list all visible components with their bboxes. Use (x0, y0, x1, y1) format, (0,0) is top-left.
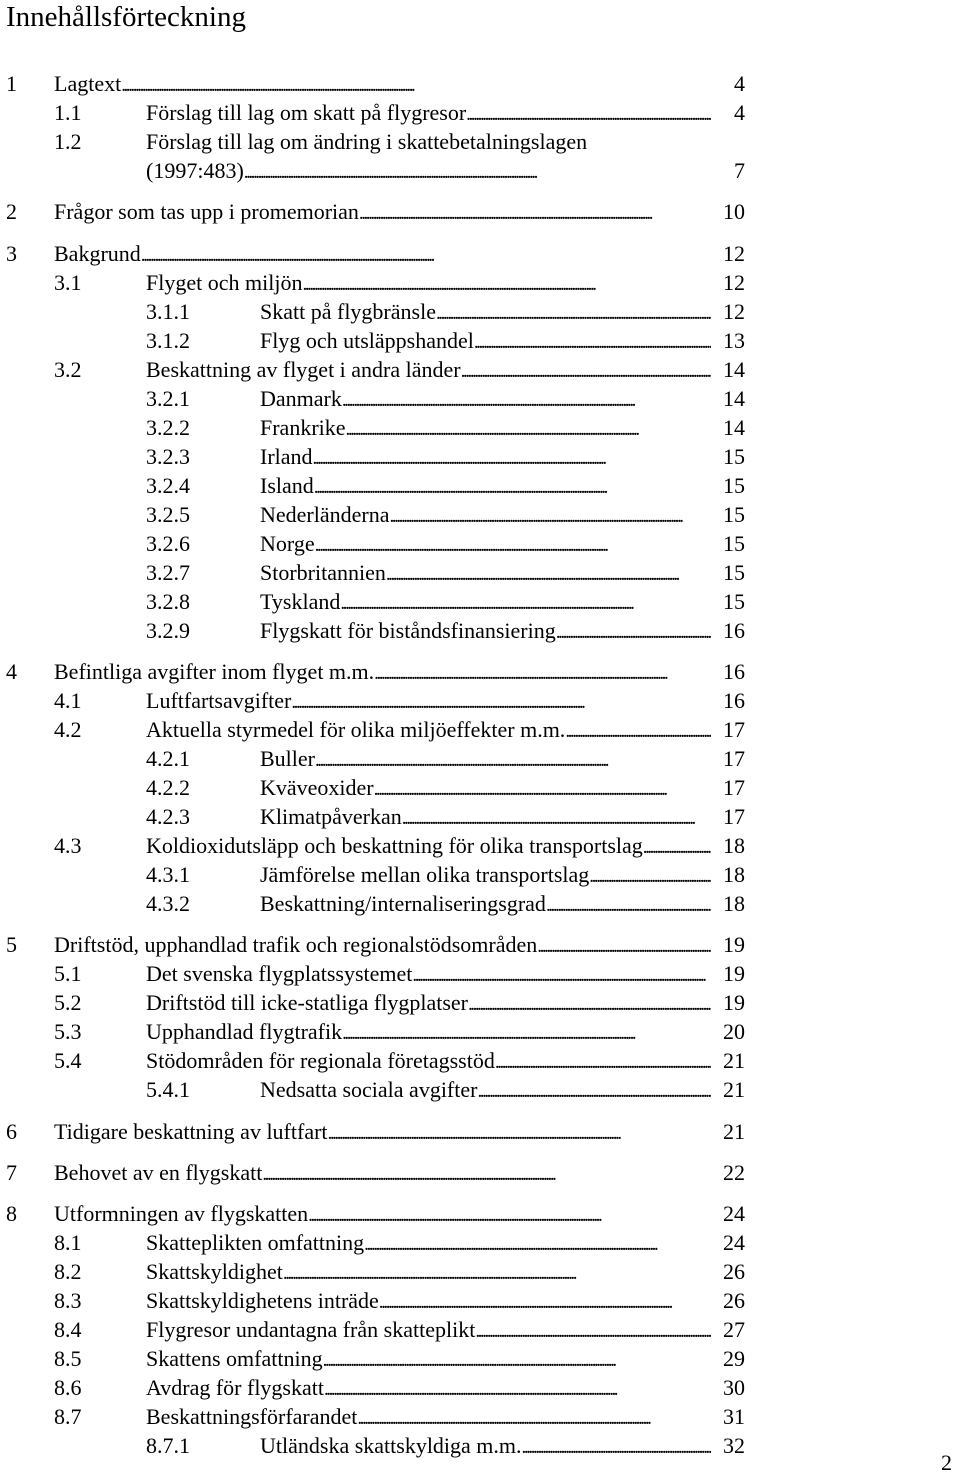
toc-entry[interactable] (0, 1200, 745, 1228)
toc-entry-page: 14 (723, 357, 745, 382)
toc-dot-leader (315, 530, 711, 560)
toc-entry-page: 22 (723, 1160, 745, 1185)
toc-entry[interactable] (0, 745, 745, 773)
toc-entry-label: Förslag till lag om ändring i skattebetalningslagen (146, 129, 588, 154)
toc-dot-leader (342, 1018, 711, 1048)
toc-entry-text (146, 1316, 711, 1346)
toc-entry-label: Frågor som tas upp i promemorian (54, 199, 359, 224)
toc-entry-page: 19 (723, 990, 745, 1015)
toc-entry-page: 21 (723, 1077, 745, 1102)
toc-dot-leader (340, 588, 711, 618)
toc-entry-number: 3.2 (54, 357, 82, 382)
toc-entry-number: 4.2.2 (146, 775, 190, 800)
toc-entry-label: Avdrag för flygskatt (146, 1375, 324, 1400)
toc-dot-leader (283, 1258, 711, 1288)
toc-entry-text (146, 1374, 711, 1404)
toc-entry-label: Befintliga avgifter inom flyget m.m. (54, 659, 375, 684)
toc-entry-text (54, 70, 711, 100)
toc-entry-number: 8.7 (54, 1404, 82, 1429)
toc-entry-text (260, 472, 711, 502)
toc-entry-number: 3.2.4 (146, 473, 190, 498)
toc-entry-text (146, 960, 711, 990)
toc-entry-number: 1.2 (54, 129, 82, 154)
toc-entry[interactable] (0, 803, 745, 831)
toc-entry[interactable] (0, 530, 745, 558)
toc-dot-leader (359, 198, 711, 228)
toc-entry-number: 5 (6, 932, 17, 957)
toc-entry-page: 4 (734, 100, 745, 125)
toc-entry-text (260, 861, 711, 891)
toc-dot-leader (402, 803, 711, 833)
toc-entry-text (260, 530, 711, 560)
toc-entry-label: Tidigare beskattning av luftfart (54, 1119, 328, 1144)
toc-entry[interactable] (0, 1047, 745, 1075)
toc-dot-leader (314, 472, 711, 502)
toc-entry-page: 20 (723, 1019, 745, 1044)
toc-entry[interactable] (0, 472, 745, 500)
toc-entry[interactable] (0, 716, 745, 744)
toc-entry[interactable] (0, 1258, 745, 1286)
toc-entry-text (146, 269, 711, 299)
toc-entry-number: 3.2.5 (146, 502, 190, 527)
toc-entry-page: 16 (723, 688, 745, 713)
toc-entry-page: 14 (723, 415, 745, 440)
toc-entry-text (54, 198, 711, 228)
toc-entry[interactable] (0, 774, 745, 802)
toc-entry-label: Driftstöd, upphandlad trafik och regionalstödsområden (54, 932, 538, 957)
toc-entry-number: 3.1.2 (146, 328, 190, 353)
toc-entry-page: 32 (723, 1433, 745, 1458)
toc-entry-text (260, 327, 711, 357)
toc-entry[interactable] (0, 356, 745, 384)
toc-entry-number: 8 (6, 1201, 17, 1226)
toc-entry-number: 8.6 (54, 1375, 82, 1400)
toc-entry-label: Utformningen av flygskatten (54, 1201, 309, 1226)
toc-entry-label: Flygskatt för biståndsfinansiering (260, 618, 556, 643)
toc-entry-page: 29 (723, 1346, 745, 1371)
toc-entry-number: 3.1 (54, 270, 82, 295)
toc-entry-number: 8.5 (54, 1346, 82, 1371)
toc-entry[interactable] (0, 658, 745, 686)
toc-entry[interactable] (0, 443, 745, 471)
toc-entry-text (260, 443, 711, 473)
toc-entry-number: 4.2.3 (146, 804, 190, 829)
toc-entry-number: 3.2.7 (146, 560, 190, 585)
toc-entry-page: 27 (723, 1317, 745, 1342)
toc-dot-leader (475, 1316, 711, 1346)
toc-dot-leader (323, 1345, 711, 1375)
toc-entry-label: Skattskyldighetens inträde (146, 1288, 379, 1313)
toc-entry-label: Det svenska flygplatssystemet (146, 961, 413, 986)
toc-entry-page: 7 (734, 158, 745, 183)
toc-entry-text (146, 1287, 711, 1317)
toc-entry-number: 1.1 (54, 100, 82, 125)
toc-entry[interactable] (0, 960, 745, 988)
toc-dot-leader (412, 960, 711, 990)
toc-entry[interactable] (0, 559, 745, 587)
toc-entry-label: Skatteplikten omfattning (146, 1230, 365, 1255)
toc-entry[interactable] (0, 1374, 745, 1402)
toc-entry-label: Förslag till lag om skatt på flygresor (146, 100, 467, 125)
toc-entry[interactable] (0, 861, 745, 889)
toc-entry-number: 3.2.3 (146, 444, 190, 469)
toc-entry[interactable] (0, 617, 745, 645)
toc-dot-leader (522, 1432, 711, 1462)
toc-entry-text (54, 1159, 711, 1189)
toc-entry-label: Storbritannien (260, 560, 386, 585)
toc-entry[interactable] (0, 1287, 745, 1315)
toc-entry[interactable] (0, 99, 745, 127)
toc-entry[interactable] (0, 1403, 745, 1431)
toc-entry-text (260, 803, 711, 833)
toc-dot-leader (302, 269, 711, 299)
toc-entry-label: Beskattningsförfarandet (146, 1404, 358, 1429)
toc-entry[interactable] (0, 832, 745, 860)
toc-entry-text (146, 716, 711, 746)
toc-entry-label: Lagtext (54, 71, 122, 96)
toc-entry-page: 18 (723, 833, 745, 858)
toc-entry-number: 4.3 (54, 833, 82, 858)
toc-entry-label: Nedsatta sociala avgifter (260, 1077, 478, 1102)
toc-entry-number: 3.2.1 (146, 386, 190, 411)
toc-entry[interactable] (0, 1159, 745, 1187)
toc-dot-leader (468, 989, 711, 1019)
toc-entry-text (146, 1403, 711, 1433)
toc-entry-text (146, 1258, 711, 1288)
toc-entry-number: 4.1 (54, 688, 82, 713)
toc-dot-leader (141, 240, 711, 270)
toc-entry-text (260, 890, 711, 920)
toc-entry-page: 21 (723, 1119, 745, 1144)
toc-dot-leader (589, 861, 711, 891)
toc-entry-number: 7 (6, 1160, 17, 1185)
toc-entry[interactable] (0, 501, 745, 529)
toc-entry[interactable] (0, 198, 745, 226)
toc-entry[interactable] (0, 588, 745, 616)
toc-entry[interactable] (0, 414, 745, 442)
toc-dot-leader (262, 1159, 711, 1189)
toc-entry-text (260, 1432, 711, 1462)
toc-entry-text (54, 1118, 711, 1148)
toc-entry-page: 12 (723, 241, 745, 266)
toc-dot-leader (386, 559, 711, 589)
toc-entry-label: Bakgrund (54, 241, 141, 266)
toc-entry-label: Frankrike (260, 415, 346, 440)
toc-entry-text (54, 240, 711, 270)
toc-dot-leader (556, 617, 711, 647)
toc-entry-text (54, 658, 711, 688)
toc-entry-number: 4.2.1 (146, 746, 190, 771)
toc-entry-page: 17 (723, 746, 745, 771)
toc-entry-number: 8.2 (54, 1259, 82, 1284)
toc-entry-label: Jämförelse mellan olika transportslag (260, 862, 590, 887)
toc-entry-page: 24 (723, 1230, 745, 1255)
toc-entry-page: 17 (723, 775, 745, 800)
toc-entry-label: Island (260, 473, 314, 498)
toc-entry[interactable] (0, 890, 745, 918)
toc-entry-number: 8.3 (54, 1288, 82, 1313)
toc-entry-text (146, 989, 711, 1019)
toc-entry[interactable] (0, 989, 745, 1017)
toc-entry-text (54, 1200, 711, 1230)
toc-entry-text (260, 745, 711, 775)
toc-entry-page: 15 (723, 560, 745, 585)
toc-entry-number: 5.3 (54, 1019, 82, 1044)
toc-dot-leader (244, 157, 711, 187)
toc-entry-page: 21 (723, 1048, 745, 1073)
toc-entry-page: 15 (723, 589, 745, 614)
toc-entry-number: 3.2.8 (146, 589, 190, 614)
toc-entry[interactable] (0, 687, 745, 715)
toc-entry-text (146, 687, 711, 717)
toc-entry-page: 15 (723, 502, 745, 527)
toc-entry-number: 3.2.6 (146, 531, 190, 556)
toc-entry-label: Skatt på flygbränsle (260, 299, 436, 324)
toc-entry-page: 19 (723, 961, 745, 986)
toc-entry-label: Flygresor undantagna från skatteplikt (146, 1317, 476, 1342)
toc-entry-label: Buller (260, 746, 315, 771)
toc-entry-number: 2 (6, 199, 17, 224)
toc-entry[interactable] (0, 1229, 745, 1257)
toc-dot-leader (565, 716, 711, 746)
toc-dot-leader (546, 890, 711, 920)
toc-entry-label: Luftfartsavgifter (146, 688, 292, 713)
toc-entry-number: 8.7.1 (146, 1433, 190, 1458)
toc-dot-leader (315, 745, 711, 775)
toc-entry-text (260, 1076, 711, 1106)
toc-dot-leader (477, 1076, 711, 1106)
toc-dot-leader (466, 99, 711, 129)
toc-entry-page: 15 (723, 473, 745, 498)
toc-entry-page: 18 (723, 891, 745, 916)
toc-entry-page: 18 (723, 862, 745, 887)
toc-entry-page: 24 (723, 1201, 745, 1226)
toc-entry-page: 15 (723, 531, 745, 556)
toc-dot-leader (328, 1118, 711, 1148)
toc-entry[interactable] (0, 1018, 745, 1046)
toc-entry-page: 15 (723, 444, 745, 469)
toc-entry-text (146, 1047, 711, 1077)
toc-entry[interactable] (0, 385, 745, 413)
toc-entry-label: Upphandlad flygtrafik (146, 1019, 343, 1044)
toc-entry-page: 14 (723, 386, 745, 411)
toc-entry-label: Klimatpåverkan (260, 804, 402, 829)
toc-entry-page: 10 (723, 199, 745, 224)
toc-dot-leader (374, 658, 711, 688)
page-number: 2 (941, 1450, 952, 1475)
toc-entry-number: 5.4.1 (146, 1077, 190, 1102)
toc-entry-page: 17 (723, 717, 745, 742)
toc-entry-label: Beskattning av flyget i andra länder (146, 357, 461, 382)
toc-entry-label: Utländska skattskyldiga m.m. (260, 1433, 522, 1458)
toc-entry-text (260, 559, 711, 589)
toc-entry-number: 1 (6, 71, 17, 96)
toc-entry-text (260, 501, 711, 531)
toc-dot-leader (357, 1403, 711, 1433)
toc-entry-text (146, 157, 711, 187)
toc-entry-number: 3.2.9 (146, 618, 190, 643)
toc-entry-text (146, 1345, 711, 1375)
toc-entry-text (146, 356, 711, 386)
toc-entry-label: Koldioxidutsläpp och beskattning för olika transportslag (146, 833, 643, 858)
toc-entry[interactable] (0, 1316, 745, 1344)
toc-dot-leader (346, 414, 711, 444)
toc-entry-label: Kväveoxider (260, 775, 374, 800)
toc-dot-leader (324, 1374, 711, 1404)
toc-entry-text (146, 128, 745, 156)
toc-entry-label: Flyget och miljön (146, 270, 303, 295)
toc-entry-label: Aktuella styrmedel för olika miljöeffekter m.m. (146, 717, 566, 742)
toc-entry-number: 3.1.1 (146, 299, 190, 324)
toc-dot-leader (389, 501, 711, 531)
toc-entry[interactable] (0, 240, 745, 268)
toc-entry-label: Irland (260, 444, 313, 469)
toc-entry-number: 4.3.2 (146, 891, 190, 916)
toc-entry-text (146, 832, 711, 862)
toc-entry-page: 17 (723, 804, 745, 829)
toc-entry-number: 6 (6, 1119, 17, 1144)
toc-dot-leader (364, 1229, 711, 1259)
toc-entry-label: (1997:483) (146, 158, 244, 183)
toc-entry-page: 30 (723, 1375, 745, 1400)
toc-entry[interactable] (0, 157, 745, 185)
toc-entry-label: Skattens omfattning (146, 1346, 323, 1371)
toc-entry-number: 3.2.2 (146, 415, 190, 440)
toc-dot-leader (643, 832, 711, 862)
toc-entry-label: Driftstöd till icke-statliga flygplatser (146, 990, 468, 1015)
toc-entry-number: 5.4 (54, 1048, 82, 1073)
toc-entry-page: 13 (723, 328, 745, 353)
toc-entry-page: 12 (723, 270, 745, 295)
toc-entry-page: 26 (723, 1288, 745, 1313)
toc-dot-leader (474, 327, 711, 357)
toc-entry-number: 4.2 (54, 717, 82, 742)
toc-heading: Innehållsförteckning (6, 1, 246, 33)
toc-entry-text (260, 588, 711, 618)
toc-entry-text (146, 99, 711, 129)
toc-entry[interactable] (0, 269, 745, 297)
toc-dot-leader (495, 1047, 711, 1077)
toc-entry-label: Beskattning/internaliseringsgrad (260, 891, 546, 916)
toc-dot-leader (308, 1200, 711, 1230)
toc-entry-number: 4.3.1 (146, 862, 190, 887)
toc-entry-number: 4 (6, 659, 17, 684)
toc-entry-page: 31 (723, 1404, 745, 1429)
toc-dot-leader (537, 931, 711, 961)
toc-entry-number: 8.4 (54, 1317, 82, 1342)
toc-dot-leader (342, 385, 711, 415)
toc-entry[interactable] (0, 327, 745, 355)
toc-dot-leader (461, 356, 711, 386)
toc-entry[interactable] (0, 70, 745, 98)
toc-entry-text (146, 1229, 711, 1259)
toc-dot-leader (121, 70, 711, 100)
toc-entry-number: 8.1 (54, 1230, 82, 1255)
toc-dot-leader (436, 298, 711, 328)
toc-entry-label: Skattskyldighet (146, 1259, 283, 1284)
toc-entry-text (260, 385, 711, 415)
toc-dot-leader (313, 443, 711, 473)
toc-entry-page: 4 (734, 71, 745, 96)
toc-entry-label: Behovet av en flygskatt (54, 1160, 263, 1185)
toc-entry[interactable] (0, 931, 745, 959)
toc-dot-leader (379, 1287, 711, 1317)
toc-entry-label: Flyg och utsläppshandel (260, 328, 474, 353)
toc-entry-label: Norge (260, 531, 315, 556)
toc-entry-text (146, 1018, 711, 1048)
toc-entry-number: 5.1 (54, 961, 82, 986)
toc-entry-label: Tyskland (260, 589, 341, 614)
toc-entry[interactable] (0, 1432, 745, 1460)
toc-entry-page: 16 (723, 618, 745, 643)
toc-entry-text (54, 931, 711, 961)
toc-entry-number: 5.2 (54, 990, 82, 1015)
toc-entry-label: Nederländerna (260, 502, 390, 527)
toc-entry-label: Stödområden för regionala företagsstöd (146, 1048, 495, 1073)
toc-entry[interactable] (0, 298, 745, 326)
toc-entry[interactable] (0, 1118, 745, 1146)
toc-entry[interactable] (0, 1345, 745, 1373)
toc-entry-page: 26 (723, 1259, 745, 1284)
toc-entry-label: Danmark (260, 386, 342, 411)
toc-dot-leader (374, 774, 711, 804)
toc-entry-text (260, 774, 711, 804)
toc-entry-number: 3 (6, 241, 17, 266)
toc-entry[interactable] (0, 128, 745, 156)
toc-entry-text (260, 414, 711, 444)
toc-entry[interactable] (0, 1076, 745, 1104)
toc-entry-text (260, 298, 711, 328)
toc-dot-leader (291, 687, 711, 717)
toc-entry-page: 12 (723, 299, 745, 324)
toc-entry-text (260, 617, 711, 647)
toc-entry-page: 16 (723, 659, 745, 684)
toc-entry-page: 19 (723, 932, 745, 957)
